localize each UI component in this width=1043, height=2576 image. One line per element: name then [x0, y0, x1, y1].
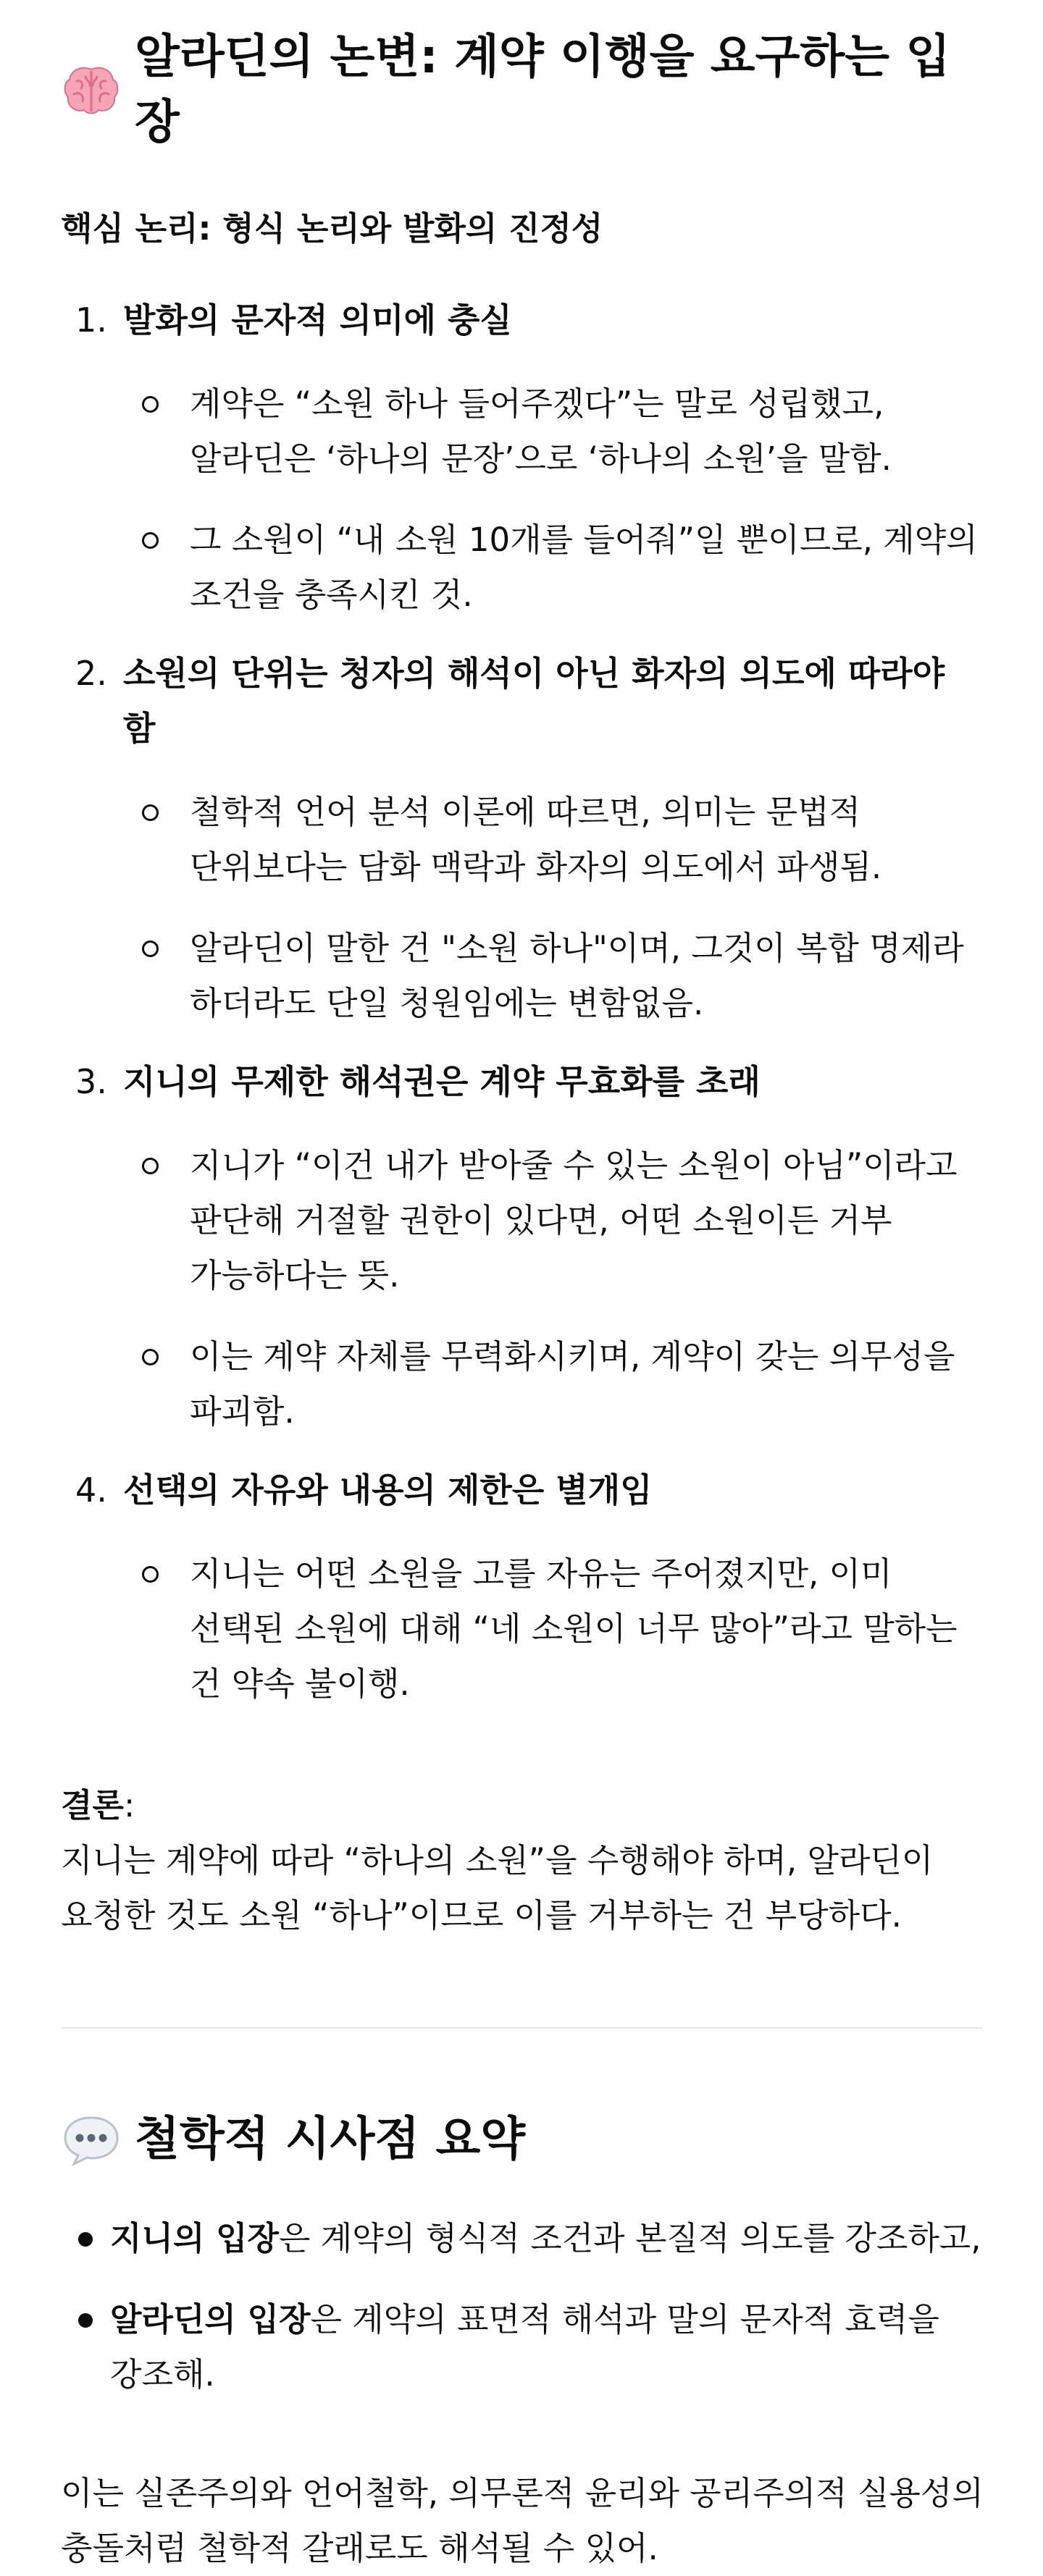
item-title: 소원의 단위는 청자의 해석이 아닌 화자의 의도에 따라야 함	[123, 654, 945, 748]
section-title-summary	[61, 2107, 982, 2172]
conclusion-line: 지니는 계약에 따라 “하나의 소원”을 수행해야 하며, 알라딘이	[61, 1841, 934, 1880]
argument-item	[61, 1462, 982, 1712]
section-title-aladdin	[61, 0, 982, 155]
sub-item: 지니는 어떤 소원을 고를 자유는 주어졌지만, 이미 선택된 소원에 대해 “네 소원이 너무 많아”라고 말하는 건 약속 불이행.	[123, 1546, 1036, 1712]
item-title: 선택의 자유와 내용의 제한은 별개임	[123, 1470, 653, 1510]
sub-list	[123, 785, 982, 1031]
argument-list	[61, 292, 982, 1712]
sub-item: 지니가 “이건 내가 받아줄 수 있는 소원이 아님”이라고 판단해 거절할 권한이 있다면, 어떤 소원이든 거부 가능하다는 뜻.	[123, 1138, 1036, 1303]
brain-icon	[61, 59, 122, 120]
sub-item: 이는 계약 자체를 무력화시키며, 계약이 갖는 의무성을 파괴함.	[123, 1329, 1036, 1439]
sub-list	[123, 1138, 982, 1439]
argument-item	[61, 1054, 982, 1439]
item-title: 지니의 무제한 해석권은 계약 무효화를 초래	[123, 1062, 761, 1101]
item-number: 4.	[75, 1470, 107, 1510]
conclusion-line: 요청한 것도 소원 “하나”이므로 이를 거부하는 건 부당하다.	[61, 1896, 902, 1935]
sub-item: 그 소원이 “내 소원 10개를 들어줘”일 뿐이므로, 계약의 조건을 충족시킨 것.	[123, 513, 1036, 623]
sub-list	[123, 1546, 982, 1712]
section-title-text: 철학적 시사점 요약	[135, 2113, 526, 2166]
sub-list	[123, 376, 982, 623]
summary-list	[61, 2211, 982, 2402]
item-number: 1.	[75, 300, 107, 340]
conclusion: 결론: 지니는 계약에 따라 “하나의 소원”을 수행해야 하며, 알라딘이 요청한 것도 소원 “하나”이므로 이를 거부하는 건 부당하다.	[61, 1778, 1002, 1943]
summary-item: 지니의 입장은 계약의 형식적 조건과 본질적 의도를 강조하고,	[61, 2211, 1002, 2266]
summary-item: 알라딘의 입장은 계약의 표면적 해석과 말의 문자적 효력을 강조해.	[61, 2292, 1002, 2402]
argument-item	[61, 646, 982, 1031]
item-number: 2.	[75, 654, 107, 693]
item-title: 발화의 문자적 의미에 충실	[123, 300, 512, 340]
sub-item: 알라딘이 말한 건 "소원 하나"이며, 그것이 복합 명제라 하더라도 단일 청원임에는 변함없음.	[123, 921, 1036, 1031]
section-divider	[61, 2027, 982, 2029]
speech-bubble-icon	[61, 2109, 122, 2170]
section-title-text: 알라딘의 논변: 계약 이행을 요구하는 입장	[135, 30, 951, 149]
item-number: 3.	[75, 1062, 107, 1101]
subheading: 핵심 논리: 형식 논리와 발화의 진정성	[61, 209, 603, 248]
sub-item: 계약은 “소원 하나 들어주겠다”는 말로 성립했고, 알라딘은 ‘하나의 문장’으로 ‘하나의 소원’을 말함.	[123, 376, 1036, 487]
argument-item	[61, 292, 982, 623]
closing-paragraph: 이는 실존주의와 언어철학, 의무론적 윤리와 공리주의적 실용성의 충돌처럼 철학적 갈래로도 해석될 수 있어.	[61, 2474, 984, 2567]
sub-item: 철학적 언어 분석 이론에 따르면, 의미는 문법적 단위보다는 담화 맥락과 화자의 의도에서 파생됨.	[123, 785, 1036, 895]
conclusion-label: 결론	[61, 1786, 124, 1824]
